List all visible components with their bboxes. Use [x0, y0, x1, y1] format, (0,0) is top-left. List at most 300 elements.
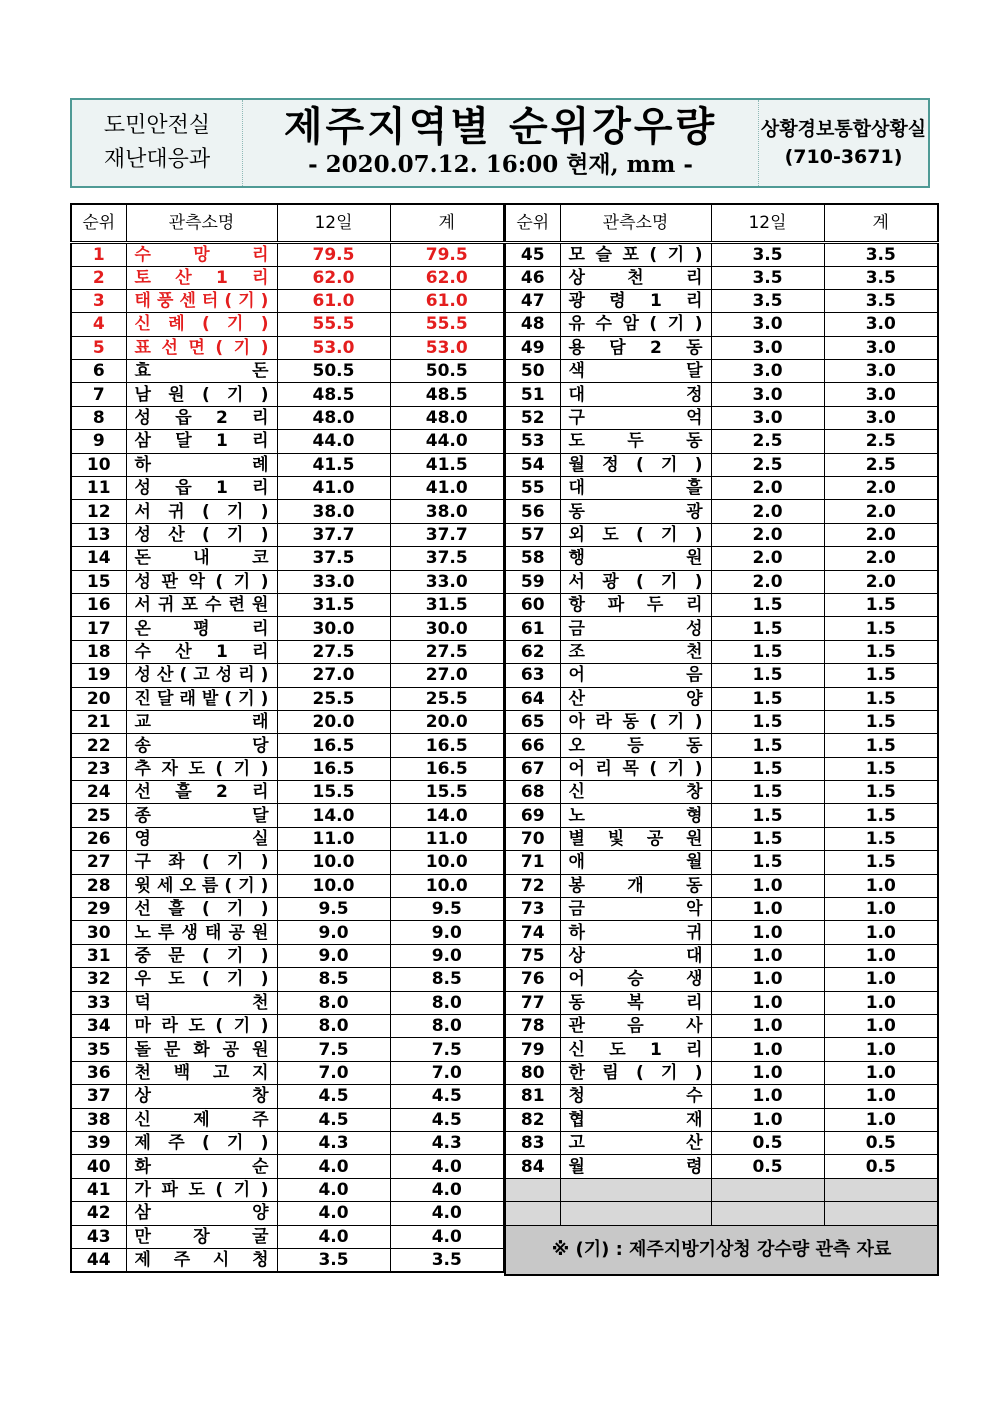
table-row — [71, 991, 504, 1014]
station-name-text: 신 제 주 — [134, 1109, 269, 1130]
station-name — [560, 617, 711, 640]
station-name — [560, 874, 711, 897]
station-name-text: 온 평 리 — [134, 618, 269, 639]
total-rainfall: 1.0 — [824, 1038, 938, 1061]
table-row — [71, 1248, 504, 1272]
total-rainfall: 4.0 — [390, 1225, 504, 1248]
total-rainfall: 3.0 — [824, 360, 938, 383]
rank-cell: 51 — [505, 383, 560, 406]
day-rainfall: 1.5 — [711, 734, 824, 757]
day-rainfall: 9.5 — [277, 898, 390, 921]
station-name-text: 태 풍 센 터 ( 기 ) — [134, 291, 269, 312]
day-rainfall: 1.5 — [711, 664, 824, 687]
total-rainfall: 8.5 — [390, 968, 504, 991]
table-row — [71, 804, 504, 827]
rank-cell: 6 — [71, 360, 126, 383]
total-rainfall: 8.0 — [390, 991, 504, 1014]
empty-cell — [824, 1202, 938, 1225]
rank-cell: 21 — [71, 710, 126, 733]
total-rainfall: 33.0 — [390, 570, 504, 593]
rank-cell: 66 — [505, 734, 560, 757]
station-name — [560, 1061, 711, 1084]
rank-cell: 56 — [505, 500, 560, 523]
station-name-text: 구 좌 ( 기 ) — [134, 852, 269, 873]
station-name-text: 월 정 ( 기 ) — [568, 454, 703, 475]
table-row — [505, 313, 938, 336]
total-rainfall: 15.5 — [390, 781, 504, 804]
day-rainfall: 15.5 — [277, 781, 390, 804]
day-rainfall: 30.0 — [277, 617, 390, 640]
total-rainfall: 1.5 — [824, 593, 938, 616]
total-rainfall: 4.0 — [390, 1202, 504, 1225]
table-row — [505, 523, 938, 546]
rank-cell: 78 — [505, 1015, 560, 1038]
table-row — [505, 1108, 938, 1131]
table-row — [505, 710, 938, 733]
station-name — [560, 898, 711, 921]
station-name-text: 성 읍 1 리 — [134, 478, 269, 499]
table-row — [71, 406, 504, 429]
table-row — [71, 757, 504, 780]
total-rainfall: 9.0 — [390, 944, 504, 967]
rank-cell: 23 — [71, 757, 126, 780]
total-rainfall: 11.0 — [390, 827, 504, 850]
day-rainfall: 38.0 — [277, 500, 390, 523]
table-row — [71, 1108, 504, 1131]
rank-cell: 10 — [71, 453, 126, 476]
day-rainfall: 1.5 — [711, 804, 824, 827]
station-name-text: 도 두 동 — [568, 431, 703, 452]
station-name — [560, 757, 711, 780]
station-name-text: 송 당 — [134, 735, 269, 756]
total-rainfall: 1.5 — [824, 851, 938, 874]
table-row — [71, 1085, 504, 1108]
day-rainfall: 7.0 — [277, 1061, 390, 1084]
station-name-text: 덕 천 — [134, 992, 269, 1013]
total-rainfall: 50.5 — [390, 360, 504, 383]
total-rainfall: 2.0 — [824, 500, 938, 523]
station-name — [560, 1085, 711, 1108]
page-title: 제주지역별 순위강우량 — [283, 104, 718, 150]
table-row — [71, 827, 504, 850]
station-name-text: 삼 양 — [134, 1203, 269, 1224]
day-rainfall: 8.5 — [277, 968, 390, 991]
total-rainfall: 3.0 — [824, 406, 938, 429]
rank-cell: 35 — [71, 1038, 126, 1061]
day-rainfall: 4.5 — [277, 1085, 390, 1108]
rank-cell: 77 — [505, 991, 560, 1014]
total-rainfall: 7.5 — [390, 1038, 504, 1061]
station-name — [560, 968, 711, 991]
station-name — [560, 1108, 711, 1131]
station-name — [126, 477, 277, 500]
day-rainfall: 16.5 — [277, 757, 390, 780]
station-name — [126, 1178, 277, 1201]
station-name — [560, 781, 711, 804]
table-row — [71, 781, 504, 804]
table-row — [505, 617, 938, 640]
table-row — [505, 1131, 938, 1154]
rank-cell: 31 — [71, 944, 126, 967]
table-body-left — [71, 242, 504, 1272]
day-rainfall: 1.0 — [711, 991, 824, 1014]
table-row — [505, 757, 938, 780]
station-name — [560, 1038, 711, 1061]
station-name — [560, 827, 711, 850]
total-rainfall: 1.5 — [824, 827, 938, 850]
table-row — [71, 1202, 504, 1225]
total-rainfall: 3.5 — [390, 1248, 504, 1272]
total-rainfall: 0.5 — [824, 1131, 938, 1154]
station-name — [126, 336, 277, 359]
station-name — [560, 360, 711, 383]
table-row — [71, 313, 504, 336]
total-rainfall: 1.5 — [824, 640, 938, 663]
station-name-text: 청 수 — [568, 1086, 703, 1107]
table-row — [71, 944, 504, 967]
table-row — [505, 804, 938, 827]
rank-cell: 16 — [71, 593, 126, 616]
day-rainfall: 4.0 — [277, 1202, 390, 1225]
day-rainfall: 2.0 — [711, 477, 824, 500]
table-row — [505, 991, 938, 1014]
day-rainfall: 1.5 — [711, 593, 824, 616]
table-row — [71, 500, 504, 523]
rank-cell: 11 — [71, 477, 126, 500]
table-row — [505, 242, 938, 266]
total-rainfall: 3.5 — [824, 289, 938, 312]
rank-cell: 26 — [71, 827, 126, 850]
total-rainfall: 61.0 — [390, 289, 504, 312]
rank-cell: 38 — [71, 1108, 126, 1131]
station-name — [560, 687, 711, 710]
station-name-text: 애 월 — [568, 852, 703, 873]
total-rainfall: 9.5 — [390, 898, 504, 921]
station-name-text: 추 자 도 ( 기 ) — [134, 758, 269, 779]
total-rainfall: 48.5 — [390, 383, 504, 406]
station-name — [560, 1015, 711, 1038]
station-name — [126, 360, 277, 383]
station-name — [126, 710, 277, 733]
empty-row — [505, 1202, 938, 1225]
station-name — [560, 523, 711, 546]
station-name — [126, 921, 277, 944]
table-row — [505, 874, 938, 897]
day-rainfall: 1.5 — [711, 687, 824, 710]
total-rainfall: 1.5 — [824, 617, 938, 640]
total-rainfall: 8.0 — [390, 1015, 504, 1038]
station-name — [126, 313, 277, 336]
day-rainfall: 16.5 — [277, 734, 390, 757]
station-name — [126, 289, 277, 312]
total-rainfall: 41.5 — [390, 453, 504, 476]
day-rainfall: 4.5 — [277, 1108, 390, 1131]
total-rainfall: 3.5 — [824, 242, 938, 266]
station-name-text: 모 슬 포 ( 기 ) — [568, 244, 703, 265]
day-rainfall: 37.5 — [277, 547, 390, 570]
day-rainfall: 1.5 — [711, 827, 824, 850]
station-name — [126, 1225, 277, 1248]
total-rainfall: 20.0 — [390, 710, 504, 733]
day-rainfall: 1.0 — [711, 944, 824, 967]
rank-cell: 13 — [71, 523, 126, 546]
report-header — [70, 98, 930, 188]
table-row — [71, 921, 504, 944]
day-rainfall: 1.0 — [711, 874, 824, 897]
total-rainfall: 79.5 — [390, 242, 504, 266]
station-name-text: 서 귀 ( 기 ) — [134, 501, 269, 522]
table-row — [505, 968, 938, 991]
station-name-text: 협 재 — [568, 1109, 703, 1130]
rank-cell: 52 — [505, 406, 560, 429]
total-rainfall: 2.0 — [824, 547, 938, 570]
rank-cell: 50 — [505, 360, 560, 383]
table-row — [505, 781, 938, 804]
rank-cell: 69 — [505, 804, 560, 827]
page-subtitle: - 2020.07.12. 16:00 현재, mm - — [308, 151, 693, 178]
rank-cell: 9 — [71, 430, 126, 453]
table-row — [71, 687, 504, 710]
day-rainfall: 1.5 — [711, 617, 824, 640]
station-name — [126, 781, 277, 804]
rank-cell: 68 — [505, 781, 560, 804]
empty-cell — [560, 1202, 711, 1225]
table-row — [71, 593, 504, 616]
rank-cell: 81 — [505, 1085, 560, 1108]
station-name-text: 동 광 — [568, 501, 703, 522]
rank-cell: 72 — [505, 874, 560, 897]
station-name-text: 토 산 1 리 — [134, 267, 269, 288]
station-name-text: 삼 달 1 리 — [134, 431, 269, 452]
rank-cell: 22 — [71, 734, 126, 757]
station-name-text: 돈 내 코 — [134, 548, 269, 569]
station-name — [560, 991, 711, 1014]
station-name — [126, 874, 277, 897]
rank-cell: 55 — [505, 477, 560, 500]
station-name-text: 관 음 사 — [568, 1016, 703, 1037]
total-rainfall: 1.0 — [824, 898, 938, 921]
rank-cell: 83 — [505, 1131, 560, 1154]
total-rainfall: 44.0 — [390, 430, 504, 453]
rank-cell: 33 — [71, 991, 126, 1014]
table-row — [71, 289, 504, 312]
station-name-text: 수 산 1 리 — [134, 641, 269, 662]
station-name — [126, 266, 277, 289]
table-row — [505, 898, 938, 921]
station-name — [560, 1155, 711, 1178]
table-row — [71, 874, 504, 897]
station-name — [560, 477, 711, 500]
day-rainfall: 55.5 — [277, 313, 390, 336]
table-row — [505, 687, 938, 710]
day-rainfall: 27.5 — [277, 640, 390, 663]
day-rainfall: 53.0 — [277, 336, 390, 359]
day-rainfall: 7.5 — [277, 1038, 390, 1061]
table-row — [505, 1061, 938, 1084]
station-name — [126, 430, 277, 453]
day-rainfall: 1.0 — [711, 1038, 824, 1061]
table-row — [71, 383, 504, 406]
station-name-text: 봉 개 동 — [568, 875, 703, 896]
office-name: 상황경보통합상황실 — [760, 118, 927, 140]
station-name — [126, 1131, 277, 1154]
empty-cell — [711, 1178, 824, 1201]
table-row — [505, 827, 938, 850]
day-rainfall: 1.5 — [711, 640, 824, 663]
day-rainfall: 2.0 — [711, 500, 824, 523]
day-rainfall: 41.0 — [277, 477, 390, 500]
day-rainfall: 1.0 — [711, 968, 824, 991]
rank-cell: 46 — [505, 266, 560, 289]
table-row — [71, 664, 504, 687]
table-row — [71, 430, 504, 453]
station-name-text: 우 도 ( 기 ) — [134, 969, 269, 990]
table-row — [71, 1131, 504, 1154]
rank-cell: 70 — [505, 827, 560, 850]
day-rainfall: 10.0 — [277, 874, 390, 897]
total-rainfall: 1.0 — [824, 968, 938, 991]
col-day: 12일 — [277, 204, 390, 242]
rank-cell: 44 — [71, 1248, 126, 1272]
rank-cell: 5 — [71, 336, 126, 359]
table-header-row — [71, 204, 504, 242]
rank-cell: 39 — [71, 1131, 126, 1154]
table-row — [505, 944, 938, 967]
station-name — [126, 1085, 277, 1108]
total-rainfall: 38.0 — [390, 500, 504, 523]
station-name-text: 아 라 동 ( 기 ) — [568, 712, 703, 733]
station-name-text: 서 귀 포 수 련 원 — [134, 595, 269, 616]
station-name — [560, 547, 711, 570]
day-rainfall: 1.5 — [711, 781, 824, 804]
station-name — [560, 500, 711, 523]
total-rainfall: 2.0 — [824, 523, 938, 546]
footnote: ※ (기) : 제주지방기상청 강수량 관측 자료 — [505, 1225, 938, 1275]
station-name — [126, 453, 277, 476]
rank-cell: 18 — [71, 640, 126, 663]
station-name-text: 어 리 목 ( 기 ) — [568, 758, 703, 779]
station-name — [126, 570, 277, 593]
table-row — [71, 710, 504, 733]
station-name-text: 하 례 — [134, 454, 269, 475]
department-line1: 도민안전실 — [103, 113, 211, 138]
station-name-text: 행 원 — [568, 548, 703, 569]
total-rainfall: 1.5 — [824, 804, 938, 827]
day-rainfall: 11.0 — [277, 827, 390, 850]
rank-cell: 27 — [71, 851, 126, 874]
table-row — [505, 1015, 938, 1038]
day-rainfall: 27.0 — [277, 664, 390, 687]
table-row — [505, 734, 938, 757]
station-name-text: 어 음 — [568, 665, 703, 686]
table-row — [71, 968, 504, 991]
rank-cell: 34 — [71, 1015, 126, 1038]
rank-cell: 15 — [71, 570, 126, 593]
total-rainfall: 1.5 — [824, 710, 938, 733]
day-rainfall: 2.0 — [711, 523, 824, 546]
total-rainfall: 2.0 — [824, 477, 938, 500]
total-rainfall: 1.0 — [824, 874, 938, 897]
day-rainfall: 50.5 — [277, 360, 390, 383]
total-rainfall: 3.5 — [824, 266, 938, 289]
station-name — [560, 710, 711, 733]
day-rainfall: 1.0 — [711, 921, 824, 944]
station-name-text: 선 흘 ( 기 ) — [134, 899, 269, 920]
station-name-text: 상 천 리 — [568, 267, 703, 288]
station-name-text: 산 양 — [568, 688, 703, 709]
table-row — [71, 851, 504, 874]
total-rainfall: 4.0 — [390, 1155, 504, 1178]
day-rainfall: 3.5 — [711, 242, 824, 266]
table-row — [505, 266, 938, 289]
day-rainfall: 9.0 — [277, 944, 390, 967]
station-name — [560, 406, 711, 429]
rank-cell: 19 — [71, 664, 126, 687]
day-rainfall: 1.0 — [711, 898, 824, 921]
day-rainfall: 62.0 — [277, 266, 390, 289]
station-name — [126, 383, 277, 406]
station-name-text: 금 성 — [568, 618, 703, 639]
total-rainfall: 7.0 — [390, 1061, 504, 1084]
rank-cell: 42 — [71, 1202, 126, 1225]
day-rainfall: 48.0 — [277, 406, 390, 429]
station-name-text: 신 도 1 리 — [568, 1039, 703, 1060]
station-name — [126, 1202, 277, 1225]
day-rainfall: 1.0 — [711, 1108, 824, 1131]
station-name-text: 동 복 리 — [568, 992, 703, 1013]
station-name-text: 용 담 2 동 — [568, 337, 703, 358]
note-row — [505, 1225, 938, 1275]
col-day: 12일 — [711, 204, 824, 242]
rank-cell: 59 — [505, 570, 560, 593]
station-name-text: 고 산 — [568, 1133, 703, 1154]
table-row — [505, 336, 938, 359]
total-rainfall: 4.0 — [390, 1178, 504, 1201]
total-rainfall: 10.0 — [390, 874, 504, 897]
total-rainfall: 37.5 — [390, 547, 504, 570]
day-rainfall: 79.5 — [277, 242, 390, 266]
table-row — [505, 477, 938, 500]
station-name — [560, 313, 711, 336]
rank-cell: 80 — [505, 1061, 560, 1084]
station-name-text: 제 주 시 청 — [134, 1249, 269, 1270]
rank-cell: 17 — [71, 617, 126, 640]
station-name-text: 하 귀 — [568, 922, 703, 943]
station-name-text: 한 림 ( 기 ) — [568, 1062, 703, 1083]
rank-cell: 7 — [71, 383, 126, 406]
total-rainfall: 37.7 — [390, 523, 504, 546]
total-rainfall: 1.0 — [824, 921, 938, 944]
table-row — [505, 1155, 938, 1178]
station-name-text: 조 천 — [568, 641, 703, 662]
station-name — [126, 664, 277, 687]
col-total: 계 — [390, 204, 504, 242]
empty-cell — [711, 1202, 824, 1225]
day-rainfall: 33.0 — [277, 570, 390, 593]
station-name — [126, 617, 277, 640]
rank-cell: 25 — [71, 804, 126, 827]
station-name-text: 노 루 생 태 공 원 — [134, 922, 269, 943]
station-name — [126, 523, 277, 546]
col-station: 관측소명 — [126, 204, 277, 242]
rank-cell: 2 — [71, 266, 126, 289]
rank-cell: 29 — [71, 898, 126, 921]
table-row — [505, 406, 938, 429]
total-rainfall: 9.0 — [390, 921, 504, 944]
rank-cell: 47 — [505, 289, 560, 312]
day-rainfall: 1.0 — [711, 1015, 824, 1038]
rank-cell: 63 — [505, 664, 560, 687]
